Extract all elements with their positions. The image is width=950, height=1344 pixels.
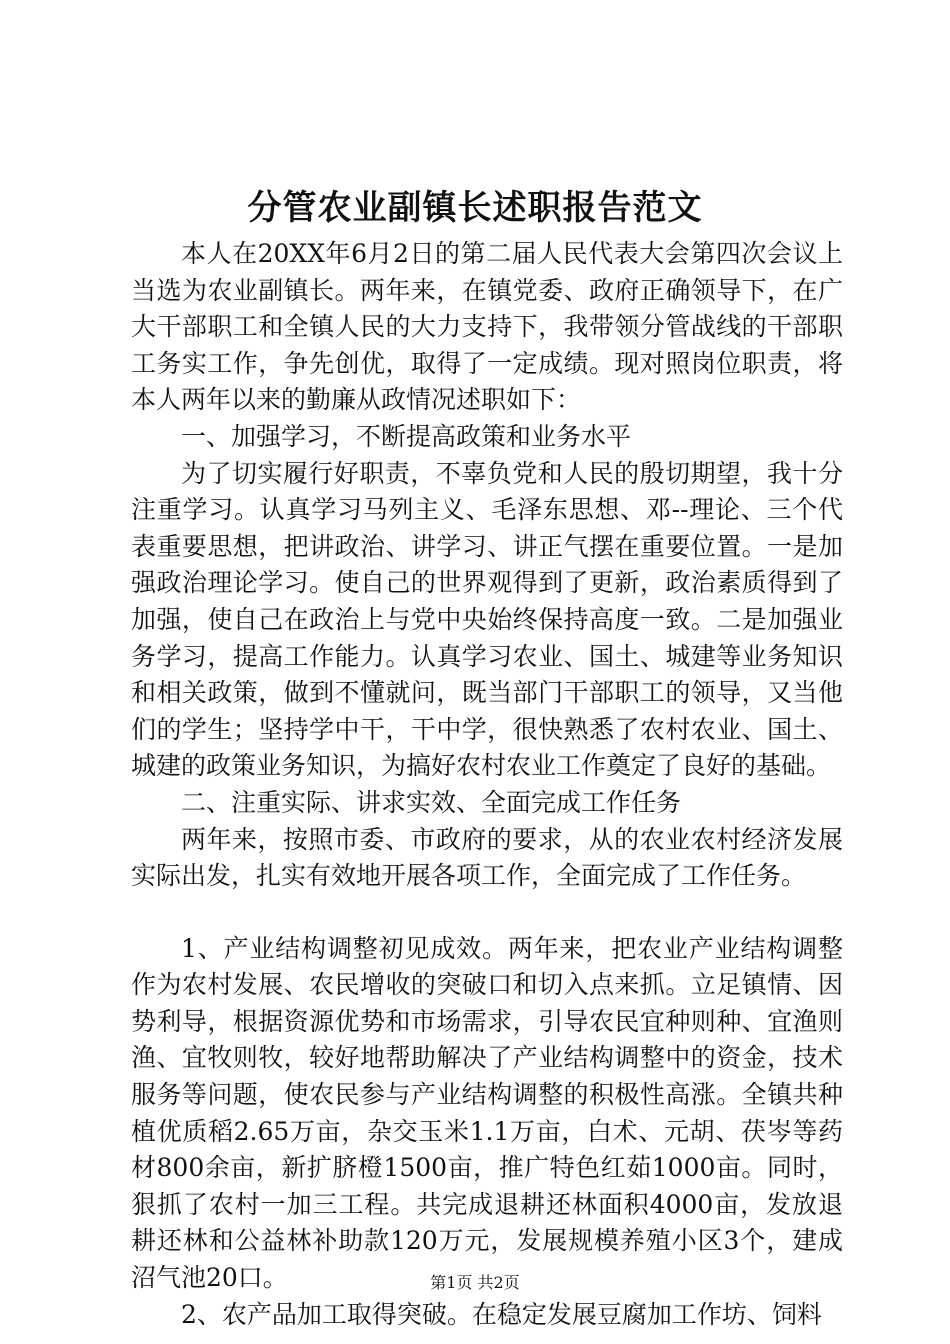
section-heading-2: 二、注重实际、讲求实效、全面完成工作任务 [181,787,682,817]
item-2-paragraph: 2、农产品加工取得突破。在稳定发展豆腐加工作坊、饲料 [181,1299,822,1329]
item-1-paragraph: 1、产业结构调整初见成效。两年来，把农业产业结构调整作为农村发展、农民增收的突破口和切入点来抓。立足镇情、因势利导，根据资源优势和市场需求，引导农民宜种则种、宜渔则渔、宜牧则牧，较好地帮助解决了产业结构调整中的资金，技术服务等问题，使农民参与产业结构调整的积极性高涨。全镇共种植优质稻2.65万亩，杂交玉米1.1万亩，白术、元胡、茯岑等药材800余亩，新扩脐橙1500亩，推广特色红茹1000亩。同时，狠抓了农村一加三工程。共完成退耕还林面积4000亩，发放退耕还林和公益林补助款120万元，发展规模养殖小区3个，建成沼气池20口。 [131,933,843,1293]
section-1-paragraph: 为了切实履行好职责，不辜负党和人民的殷切期望，我十分注重学习。认真学习马列主义、毛泽东思想、邓--理论、三个代表重要思想，把讲政治、讲学习、讲正气摆在重要位置。一是加强政治理论学习。使自己的世界观得到了更新，政治素质得到了加强，使自己在政治上与党中央始终保持高度一致。二是加强业务学习，提高工作能力。认真学习农业、国土、城建等业务知识和相关政策，做到不懂就问，既当部门干部职工的领导，又当他们的学生；坚持学中干，干中学，很快熟悉了农村农业、国土、城建的政策业务知识，为搞好农村农业工作奠定了良好的基础。 [131,458,843,781]
page-footer: 第1页 共2页 [430,1273,520,1292]
document-title: 分管农业副镇长述职报告范文 [247,188,703,228]
section-heading-1: 一、加强学习，不断提高政策和业务水平 [181,421,632,451]
document-body [131,236,843,1333]
intro-paragraph: 本人在20XX年6月2日的第二届人民代表大会第四次会议上当选为农业副镇长。两年来，在镇党委、政府正确领导下，在广大干部职工和全镇人民的大力支持下，我带领分管战线的干部职工务实工作，争先创优，取得了一定成绩。现对照岗位职责，将本人两年以来的勤廉从政情况述职如下： [131,239,843,415]
section-2-paragraph: 两年来，按照市委、市政府的要求，从的农业农村经济发展实际出发，扎实有效地开展各项工作，全面完成了工作任务。 [131,824,843,891]
